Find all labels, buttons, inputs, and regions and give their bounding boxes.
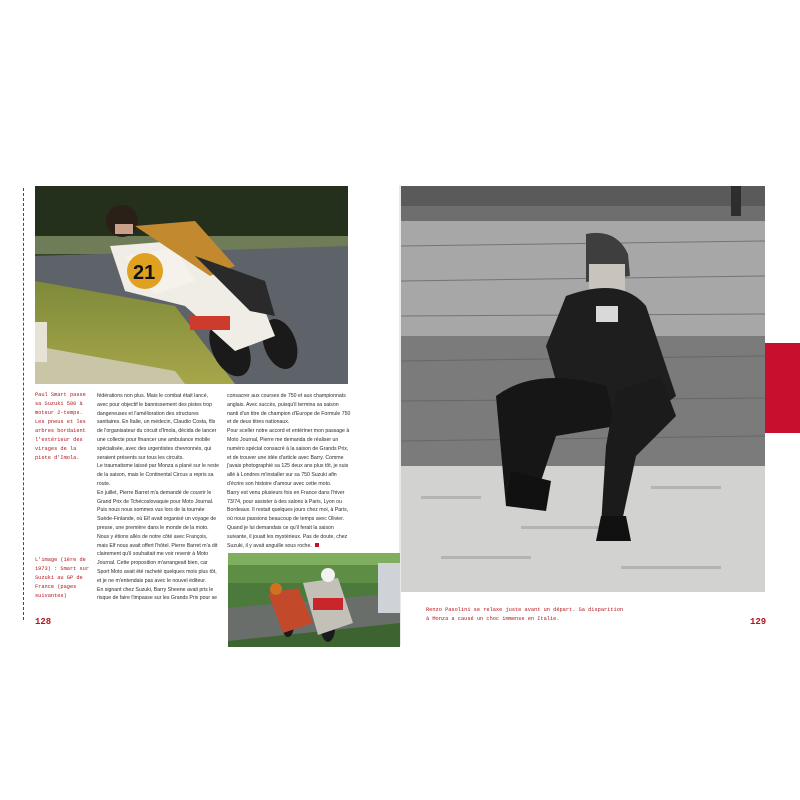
body-column-2 (227, 392, 351, 550)
left-margin-rule (23, 188, 24, 620)
paragraph: Pour sceller notre accord et entériner mon passage à Moto Journal, Pierre me demanda de réaliser un numéro spécial consacré à la saison de Grands Prix, et de trouver une idée d'article avec Barry. Comme j'avais photographié sa 125 deux ans plus tôt, je suis allé à Londres m'installer sur sa 750 Suzuki afin d'écrire son histoire d'amour avec cette moto. (227, 428, 350, 487)
photo-racers-cornering (228, 553, 400, 647)
photo-rider-crouching (401, 186, 765, 592)
paragraph-text: Barry est venu plusieurs fois en France dans l'hiver 73/74, pour assister à des salons à Paris, Lyon ou Bordeaux. Il restait quelques jours chez moi, à Paris, où nous passions beaucoup de temps avec Olivier. Quand je lui demandais ce qu'il ferait la saison suivante, il jouait les mystérieux. Pas de doute, chez Suzuki, il y avait anguille sous roche. (227, 489, 349, 549)
paragraph: En juillet, Pierre Barret m'a demandé de couvrir le Grand Prix de Tchécoslovaquie pour Moto Journal. Puis nous nous sommes vus lors de la tournée Suède-Finlande, où Elf avait organisé un voyage de presse, une première dans le monde de la moto. Nous y étions allés de notre côté avec François, mais Elf nous avait offert l'hôtel. Pierre Barret m'a dit clairement qu'il souhaitait me voir revenir à Moto Journal. Cette proposition m'arrangeait bien, car Sport Moto avait été racheté quelques mois plus tôt, et je ne m'entendais pas avec le nouvel éditeur. (97, 489, 218, 584)
paragraph: consacrer aux courses de 750 et aux championnats anglais. Avec succès, puisqu'il termina sa saison nanti d'un titre de champion d'Europe de Formule 750 et de deux titres nationaux. (227, 393, 351, 426)
svg-text:21: 21 (133, 262, 156, 284)
end-of-article-mark (315, 543, 319, 547)
photo-racers-cornering-image (228, 553, 400, 647)
caption-bottom-left: L'image (1ère de 1973) : Smart sur Suzuki au GP de France (pages suivantes) (35, 557, 90, 599)
chapter-tab (765, 343, 800, 433)
photo-rider-crouching-image (401, 186, 765, 592)
paragraph: En signant chez Suzuki, Barry Sheene avait pris le risque de faire l'impasse sur les Grands Prix pour se (97, 586, 218, 602)
page-number-left: 128 (35, 617, 52, 627)
photo-racer-21 (35, 186, 348, 384)
caption-right: Renzo Pasolini se relaxe juste avant un départ. Sa disparition à Monza a causé un choc immense en Italie. (426, 607, 624, 622)
paragraph (227, 489, 351, 551)
body-column-1 (97, 392, 219, 603)
paragraph: fédérations non plus. Mais le combat était lancé, avec pour objectif le bannissement des pistes trop dangereuses et l'amélioration des structures sanitaires. En Italie, un médecin, Claudio Costa, fils de l'organisateur du circuit d'Imola, décida de lancer une collecte pour financer une ambulance mobile spécialisée, avec des urgentistes chevronnés, qui seraient présents sur tous les circuits. (97, 393, 217, 461)
photo-racer-21-image (35, 186, 348, 384)
caption-top-left: Paul Smart passe sa Suzuki 500 à moteur 2-temps. Les pneus et les arbres bordaient l'extérieur des virages de la piste d'Imola. (35, 392, 86, 461)
page-number-right: 129 (750, 617, 767, 627)
paragraph: Le traumatisme laissé par Monza a plané sur le reste de la saison, mais le Continental Circus a repris sa route. (97, 463, 219, 487)
